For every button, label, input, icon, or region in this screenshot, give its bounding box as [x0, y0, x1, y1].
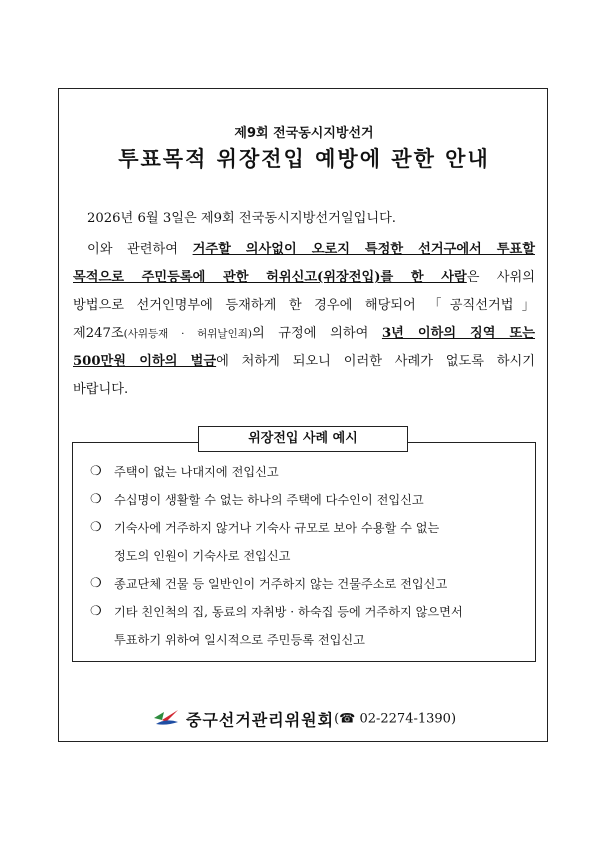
- list-item-text: 수십명이 생활할 수 없는 하나의 주택에 다수인이 전입신고: [114, 493, 424, 507]
- text-span: 제247조: [73, 326, 124, 341]
- list-item: [90, 458, 530, 486]
- circle-bullet-icon: ❍: [90, 604, 102, 619]
- list-item-text-cont: 투표하기 위하여 일시적으로 주민등록 전입신고: [114, 633, 365, 647]
- paragraph-line: 방법으로 선거인명부에 등재하게 한 경우에 해당되어 「공직선거법」: [73, 298, 535, 313]
- emphasis-text: 목적으로 주민등록에 관한 허위신고(위장전입)를 한 사람: [73, 270, 467, 285]
- list-item: [90, 570, 530, 598]
- circle-bullet-icon: ❍: [90, 520, 102, 535]
- list-item-text: 기숙사에 거주하지 않거나 기숙사 규모로 보아 수용할 수 없는: [114, 521, 440, 535]
- circle-bullet-icon: ❍: [90, 464, 102, 479]
- emphasis-text: 거주할 의사없이 오로지 특정한 선거구에서 투표할: [192, 242, 535, 257]
- text-span: 은 사위의: [466, 270, 535, 285]
- paragraph-warning: [73, 236, 535, 404]
- election-commission-logo-icon: [152, 706, 180, 732]
- footer: [0, 706, 608, 732]
- list-item-text: 주택이 없는 나대지에 전입신고: [114, 465, 279, 479]
- paragraph-line: [73, 264, 535, 292]
- list-item-text-cont: 정도의 인원이 기숙사로 전입신고: [114, 549, 291, 563]
- paragraph-line: [73, 236, 535, 264]
- phone-number: (☎ 02-2274-1390): [334, 711, 457, 727]
- paragraph-election-date: [73, 205, 535, 233]
- list-item-text: 종교단체 건물 등 일반인이 거주하지 않는 건물주소로 전입신고: [114, 577, 448, 591]
- emphasis-text: 500만원 이하의 벌금: [73, 354, 217, 369]
- list-item: [90, 514, 530, 570]
- paragraph-line: 2026년 6월 3일은 제9회 전국동시지방선거일입니다.: [87, 211, 396, 226]
- examples-list: [90, 458, 530, 654]
- list-item-text: 기타 친인척의 집, 동료의 자취방 · 하숙집 등에 거주하지 않으면서: [114, 605, 463, 619]
- law-article-note: (사위등재 · 허위날인죄): [123, 328, 252, 340]
- notice-title: 투표목적 위장전입 예방에 관한 안내: [118, 147, 490, 171]
- election-subtitle: 제9회 전국동시지방선거: [234, 126, 374, 141]
- paragraph-line: [73, 320, 535, 348]
- examples-label: 위장전입 사례 예시: [198, 426, 408, 452]
- paragraph-line: [73, 348, 535, 376]
- list-item: [90, 598, 530, 654]
- text-span: 에 처하게 되오니 이러한 사례가 없도록 하시기: [216, 354, 535, 369]
- text-span: 이와 관련하여: [87, 242, 193, 257]
- circle-bullet-icon: ❍: [90, 492, 102, 507]
- circle-bullet-icon: ❍: [90, 576, 102, 591]
- text-span: 의 규정에 의하여: [251, 326, 382, 341]
- paragraph-line: 바랍니다.: [73, 382, 129, 397]
- list-item: [90, 486, 530, 514]
- organization-name: 중구선거관리위원회: [185, 710, 335, 730]
- emphasis-text: 3년 이하의 징역 또는: [381, 326, 536, 341]
